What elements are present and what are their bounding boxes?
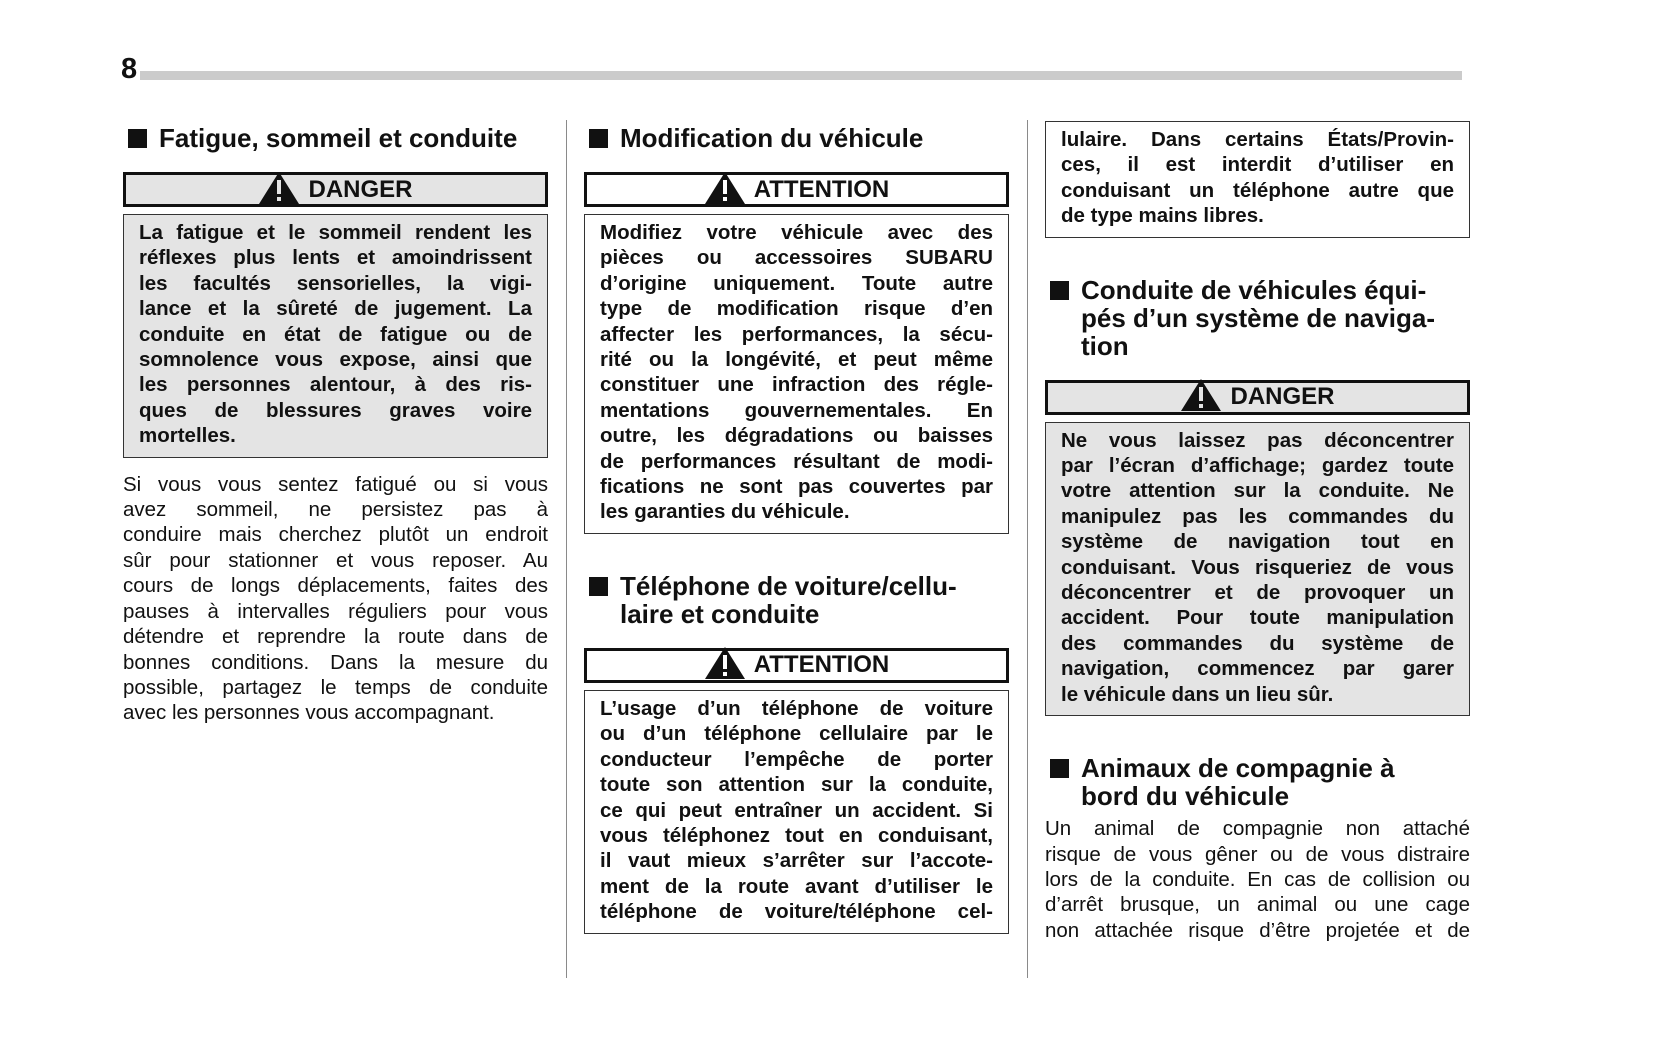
text-line: sûr pour stationner et vous reposer. Au [123, 548, 548, 572]
text-line: lors de la conduite. En cas de collision ou [1045, 867, 1470, 891]
text-line: manipulez pas les commandes du [1061, 504, 1454, 528]
text-line: cours de longs déplacements, faites des [123, 574, 548, 598]
heading-line: tion [1081, 330, 1129, 361]
text-line: le véhicule dans un lieu sûr. [1061, 682, 1334, 706]
body-paragraph [123, 472, 548, 726]
text-line: pièces ou accessoires SUBARU [600, 246, 993, 270]
text-line: type de modification risque d’en [600, 297, 993, 321]
text-line: ce qui peut entraîner un accident. Si [600, 798, 993, 822]
text-line: L’usage d’un téléphone de voiture [600, 696, 993, 720]
text-line: votre attention sur la conduite. Ne [1061, 479, 1454, 503]
text-line: ces, il est interdit d’utiliser en [1061, 153, 1454, 177]
danger-label [123, 172, 548, 207]
text-line: affecter les performances, la sécu- [600, 322, 993, 346]
text-line: les personnes alentour, à des ris- [139, 373, 532, 397]
attention-message [584, 214, 1009, 534]
text-line: il vaut mieux s’arrêter sur l’accote- [600, 849, 993, 873]
heading-line: Modification du véhicule [620, 123, 924, 153]
text-line: mentations gouvernementales. En [600, 398, 993, 422]
danger-label [1045, 380, 1470, 415]
text-line: conduire mais cherchez plutôt un endroit [123, 523, 548, 547]
body-paragraph [1045, 816, 1470, 943]
section-heading [123, 124, 548, 152]
page-number: 8 [121, 53, 138, 85]
text-line: conduisant. Vous risqueriez de vous [1061, 555, 1454, 579]
heading-line: bord du véhicule [1081, 781, 1290, 812]
section-heading [1045, 276, 1470, 360]
text-line: toute son attention sur la conduite, [600, 773, 993, 797]
column-left [123, 124, 548, 726]
text-line: de type mains libres. [1061, 204, 1264, 228]
square-bullet-icon [589, 577, 608, 596]
heading-line: laire et conduite [620, 598, 820, 629]
warning-triangle-icon [1180, 378, 1222, 412]
text-line: lulaire. Dans certains États/Provin- [1061, 128, 1454, 151]
section-heading [584, 124, 1009, 152]
text-line: Ne vous laissez pas déconcentrer [1061, 428, 1454, 452]
attention-label [584, 172, 1009, 207]
text-line: fications ne sont pas couvertes par [600, 475, 993, 499]
text-line: pauses à intervalles réguliers pour vous [123, 599, 548, 623]
text-line: ment de la route avant d’utiliser le [600, 874, 993, 898]
text-line: La fatigue et le sommeil rendent les [139, 221, 532, 244]
heading-line: Animaux de compagnie à [1081, 753, 1395, 784]
attention-label [584, 648, 1009, 683]
attention-label-text: ATTENTION [753, 175, 890, 203]
attention-message [584, 690, 1009, 934]
danger-label-text: DANGER [308, 175, 413, 203]
text-line: conducteur l’empêche de porter [600, 747, 993, 771]
square-bullet-icon [589, 129, 608, 148]
attention-message-continued [1045, 121, 1470, 238]
text-line: risque de vous gêner ou de vous distraire [1045, 842, 1470, 866]
section-heading [584, 572, 1009, 628]
text-line: vous téléphonez tout en conduisant, [600, 823, 993, 847]
text-line: téléphone de voiture/téléphone cel- [600, 900, 993, 924]
text-line: rité ou la longévité, et peut même [600, 348, 993, 372]
text-line: avec les personnes vous accompagnant. [123, 701, 495, 725]
square-bullet-icon [1050, 759, 1069, 778]
danger-label-text: DANGER [1230, 383, 1335, 411]
heading-line: pés d’un système de naviga- [1081, 302, 1436, 333]
attention-label-text: ATTENTION [753, 651, 890, 679]
text-line: bonnes conditions. Dans la mesure du [123, 650, 548, 674]
text-line: mortelles. [139, 424, 236, 448]
text-line: outre, les dégradations ou baisses [600, 424, 993, 448]
column-divider [1027, 120, 1028, 978]
danger-message [123, 214, 548, 458]
text-line: déconcentrer et de provoquer un [1061, 581, 1454, 605]
warning-triangle-icon [704, 646, 746, 680]
text-line: conduite en état de fatigue ou de [139, 322, 532, 346]
text-line: les garanties du véhicule. [600, 500, 850, 524]
text-line: par l’écran d’affichage; gardez toute [1061, 454, 1454, 478]
text-line: lance et la sûreté de jugement. La [139, 297, 532, 321]
text-line: réflexes plus lents et amoindrissent [139, 246, 532, 270]
heading-line: Conduite de véhicules équi- [1081, 274, 1427, 305]
text-line: possible, partagez le temps de conduite [123, 675, 548, 699]
column-right [1045, 121, 1470, 943]
square-bullet-icon [128, 129, 147, 148]
heading-line: Téléphone de voiture/cellu- [620, 570, 957, 601]
text-line: ou d’un téléphone cellulaire par le [600, 722, 993, 746]
text-line: d’arrêt brusque, un animal ou une cage [1045, 893, 1470, 917]
header-rule [140, 71, 1462, 80]
warning-triangle-icon [704, 171, 746, 205]
text-line: d’origine uniquement. Toute autre [600, 271, 993, 295]
text-line: Si vous vous sentez fatigué ou si vous [123, 472, 548, 496]
text-line: conduisant un téléphone autre que [1061, 178, 1454, 202]
text-line: non attachée risque d’être projetée et de [1045, 918, 1470, 942]
square-bullet-icon [1050, 281, 1069, 300]
text-line: navigation, commencez par garer [1061, 657, 1454, 681]
text-line: constituer une infraction des régle- [600, 373, 993, 397]
text-line: somnolence vous expose, ainsi que [139, 348, 532, 372]
text-line: ques de blessures graves voire [139, 398, 532, 422]
section-heading [1045, 754, 1470, 810]
heading-line: Fatigue, sommeil et conduite [159, 123, 518, 153]
text-line: avez sommeil, ne persistez pas à [123, 498, 548, 522]
text-line: système de navigation tout en [1061, 530, 1454, 554]
text-line: Modifiez votre véhicule avec des [600, 221, 993, 244]
danger-message [1045, 422, 1470, 716]
text-line: des commandes du système de [1061, 631, 1454, 655]
text-line: Un animal de compagnie non attaché [1045, 817, 1470, 841]
warning-triangle-icon [258, 171, 300, 205]
text-line: de performances résultant de modi- [600, 449, 993, 473]
text-line: accident. Pour toute manipulation [1061, 606, 1454, 630]
column-divider [566, 120, 567, 978]
text-line: les facultés sensorielles, la vigi- [139, 271, 532, 295]
text-line: détendre et reprendre la route dans de [123, 625, 548, 649]
column-middle [584, 124, 1009, 934]
